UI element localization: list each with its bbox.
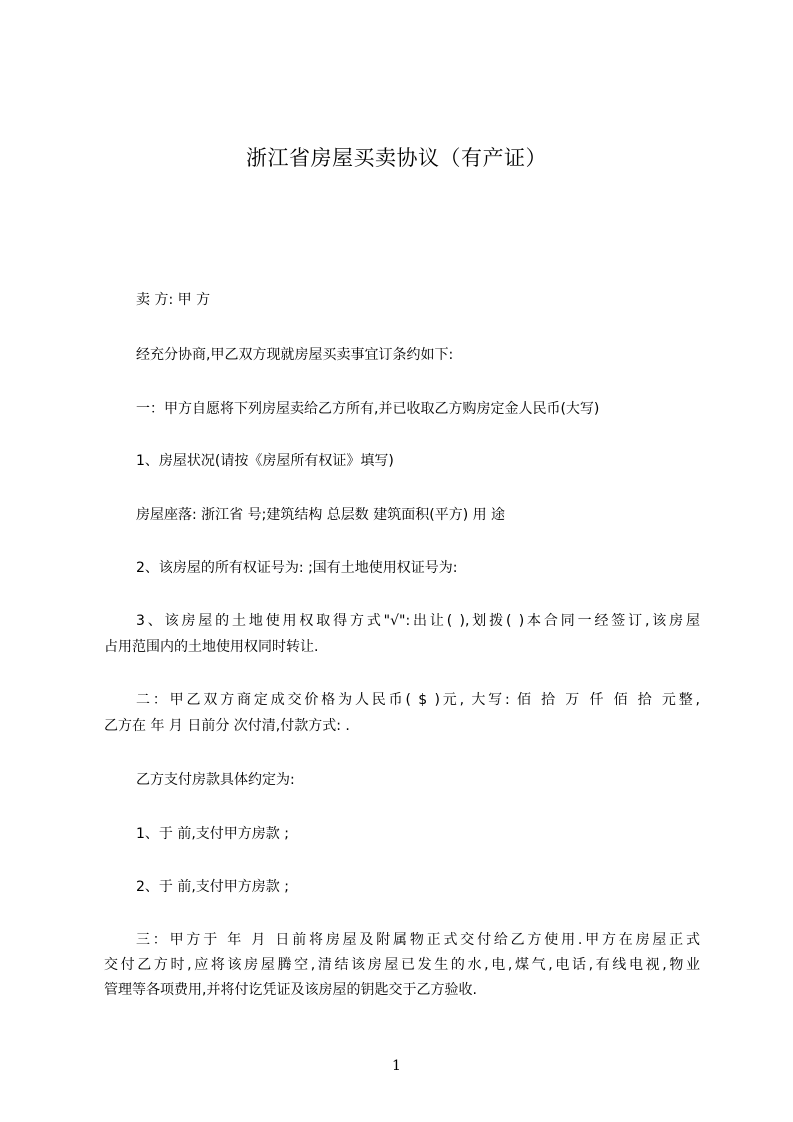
clause-two-paragraph bbox=[104, 690, 700, 736]
clause-two-line-1: 二：甲乙双方商定成交价格为人民币( $ )元, 大写: 佰 拾 万 仟 佰 拾 元整, bbox=[136, 692, 700, 708]
intro-paragraph bbox=[136, 345, 453, 365]
clause-three-paragraph bbox=[104, 930, 700, 1000]
clause-one-text: 一：甲方自愿将下列房屋卖给乙方所有,并已收取乙方购房定金人民币(大写) bbox=[136, 401, 600, 417]
intro-text: 经充分协商,甲乙双方现就房屋买卖事宜订条约如下: bbox=[136, 347, 454, 363]
certificate-number-text: 2、该房屋的所有权证号为: ;国有土地使用权证号为: bbox=[136, 560, 458, 576]
clause-three-line-3: 管理等各项费用,并将付讫凭证及该房屋的钥匙交于乙方验收. bbox=[104, 982, 477, 998]
clause-two-line-2: 乙方在 年 月 日前分 次付清,付款方式: . bbox=[104, 718, 350, 734]
payment-item-2-text: 2、于 前,支付甲方房款 ; bbox=[136, 879, 289, 895]
document-title: 浙江省房屋买卖协议（有产证） bbox=[246, 146, 547, 170]
house-location-text: 房屋座落: 浙江省 号;建筑结构 总层数 建筑面积(平方) 用 途 bbox=[136, 507, 506, 523]
payment-terms-heading bbox=[136, 770, 295, 790]
payment-item-1 bbox=[136, 824, 289, 844]
payment-item-1-text: 1、于 前,支付甲方房款 ; bbox=[136, 826, 289, 842]
seller-text: 卖 方: 甲 方 bbox=[136, 292, 211, 308]
house-location-line bbox=[136, 505, 505, 525]
page-number: 1 bbox=[392, 1058, 401, 1074]
clause-one bbox=[136, 399, 599, 419]
house-status-heading bbox=[136, 451, 394, 471]
house-status-text: 1、房屋状况(请按《房屋所有权证》填写) bbox=[136, 453, 394, 469]
payment-terms-text: 乙方支付房款具体约定为: bbox=[136, 772, 295, 788]
land-use-line-2: 占用范围内的土地使用权同时转让. bbox=[104, 639, 319, 655]
seller-line bbox=[136, 290, 210, 310]
payment-item-2 bbox=[136, 877, 289, 897]
clause-three-line-2: 交付乙方时,应将该房屋腾空,清结该房屋已发生的水,电,煤气,电话,有线电视,物业 bbox=[104, 957, 700, 973]
land-use-paragraph bbox=[104, 611, 700, 657]
certificate-number-line bbox=[136, 558, 458, 578]
land-use-line-1: 3、该房屋的土地使用权取得方式"√":出让( ),划拨( )本合同一经签订,该房屋 bbox=[136, 613, 700, 629]
clause-three-line-1: 三：甲方于 年 月 日前将房屋及附属物正式交付给乙方使用.甲方在房屋正式 bbox=[136, 932, 700, 948]
